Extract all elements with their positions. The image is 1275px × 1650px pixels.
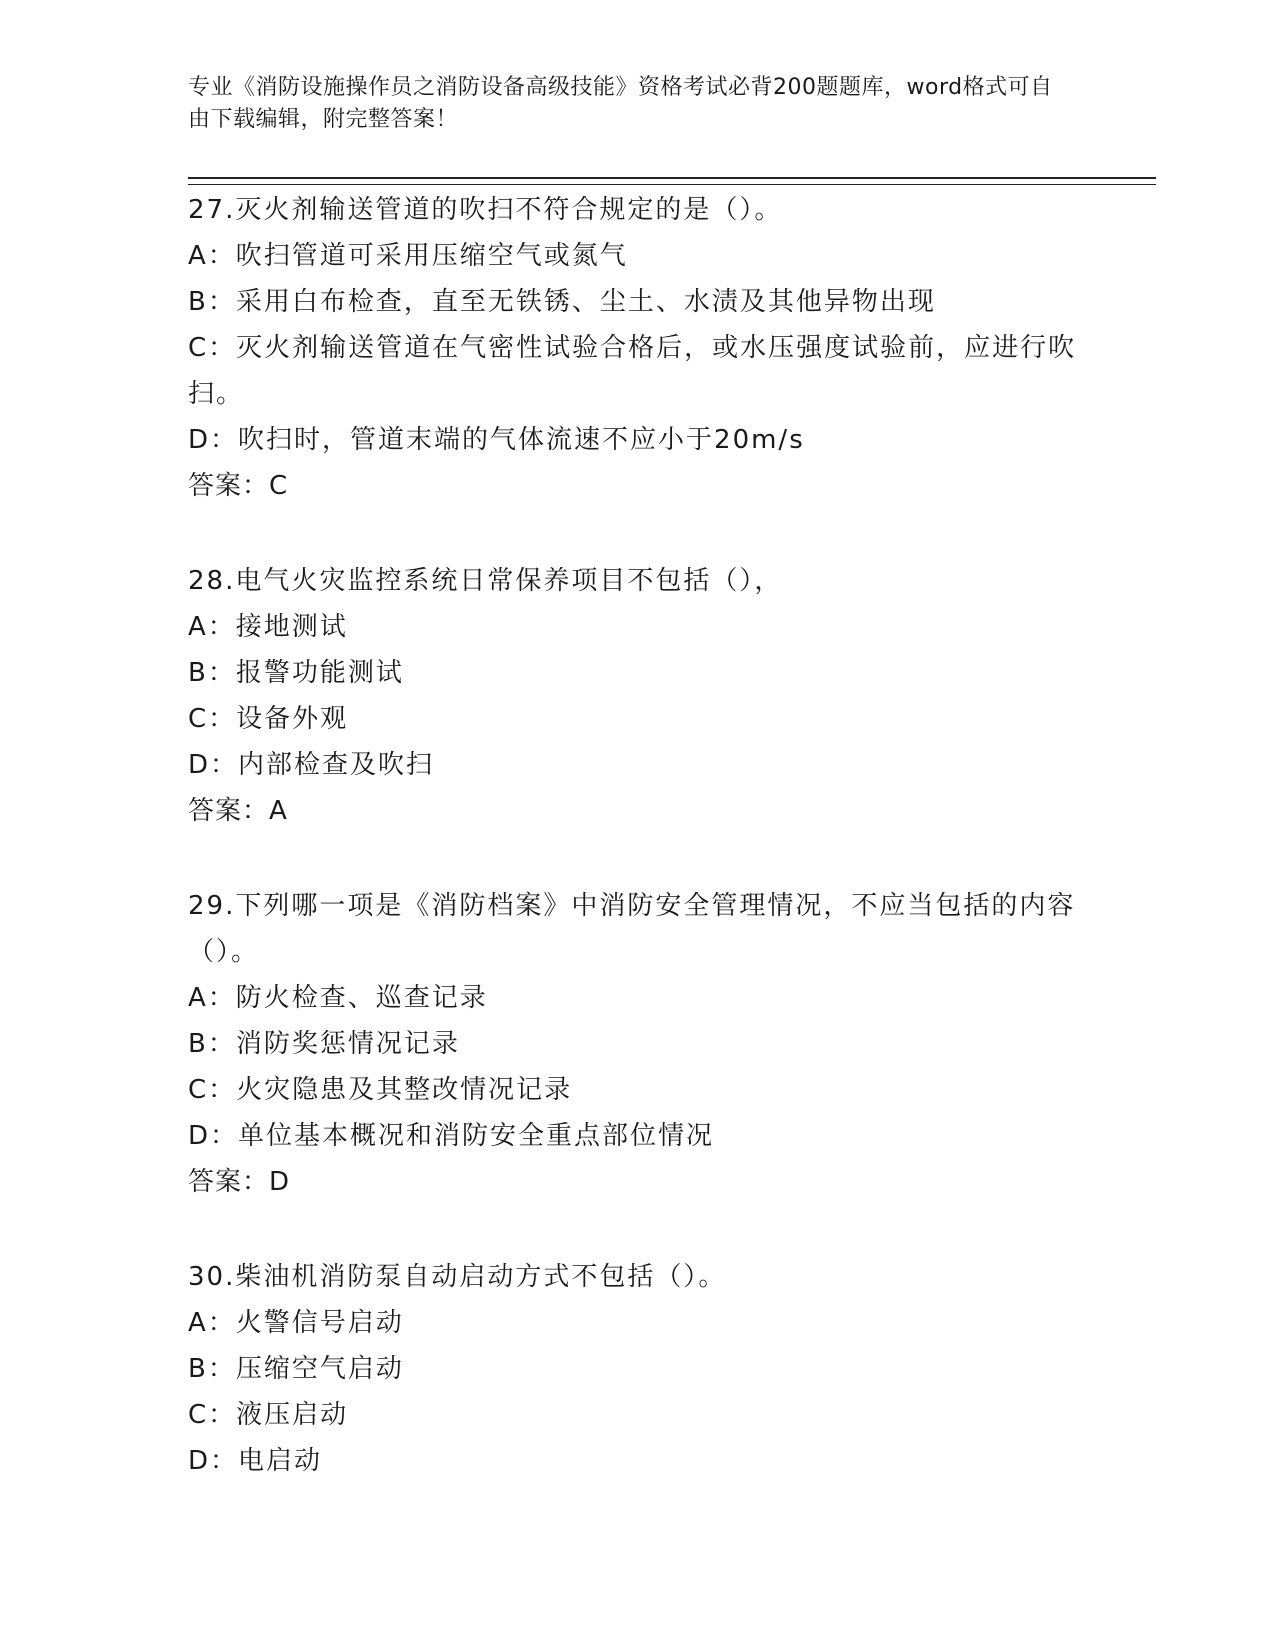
question-28 bbox=[188, 558, 1088, 834]
question-stem: 28.电气火灾监控系统日常保养项目不包括（）， bbox=[188, 566, 783, 596]
question-29 bbox=[188, 883, 1088, 1205]
option-d: D：电启动 bbox=[188, 1446, 323, 1476]
option-a: A：火警信号启动 bbox=[188, 1308, 404, 1338]
header-divider-thin bbox=[188, 184, 1156, 185]
option-d: D：内部检查及吹扫 bbox=[188, 750, 435, 780]
option-c: C：设备外观 bbox=[188, 704, 349, 734]
question-stem: 30.柴油机消防泵自动启动方式不包括（）。 bbox=[188, 1262, 727, 1292]
answer-text: 答案：D bbox=[188, 1167, 291, 1197]
question-27 bbox=[188, 187, 1088, 509]
header-divider-thick bbox=[188, 177, 1156, 179]
option-c: C：液压启动 bbox=[188, 1400, 349, 1430]
option-c: C：火灾隐患及其整改情况记录 bbox=[188, 1075, 573, 1105]
option-d: D：单位基本概况和消防安全重点部位情况 bbox=[188, 1121, 715, 1151]
option-b: B：报警功能测试 bbox=[188, 658, 404, 688]
document-header: 专业《消防设施操作员之消防设备高级技能》资格考试必背200题题库，word格式可自由下载编辑，附完整答案！ bbox=[188, 75, 1053, 132]
option-b: B：压缩空气启动 bbox=[188, 1354, 404, 1384]
option-b: B：消防奖惩情况记录 bbox=[188, 1029, 460, 1059]
option-a: A：防火检查、巡查记录 bbox=[188, 983, 488, 1013]
answer-text: 答案：A bbox=[188, 796, 288, 826]
option-d: D：吹扫时，管道末端的气体流速不应小于20m/s bbox=[188, 425, 805, 455]
option-a: A：吹扫管道可采用压缩空气或氮气 bbox=[188, 241, 628, 271]
option-b: B：采用白布检查，直至无铁锈、尘土、水渍及其他异物出现 bbox=[188, 287, 936, 317]
option-a: A：接地测试 bbox=[188, 612, 348, 642]
option-c: C：灭火剂输送管道在气密性试验合格后，或水压强度试验前，应进行吹扫。 bbox=[188, 333, 1077, 409]
question-list bbox=[188, 187, 1088, 1533]
question-30 bbox=[188, 1254, 1088, 1484]
question-stem: 27.灭火剂输送管道的吹扫不符合规定的是（）。 bbox=[188, 195, 783, 225]
answer-text: 答案：C bbox=[188, 471, 289, 501]
question-stem: 29.下列哪一项是《消防档案》中消防安全管理情况，不应当包括的内容（）。 bbox=[188, 891, 1076, 967]
